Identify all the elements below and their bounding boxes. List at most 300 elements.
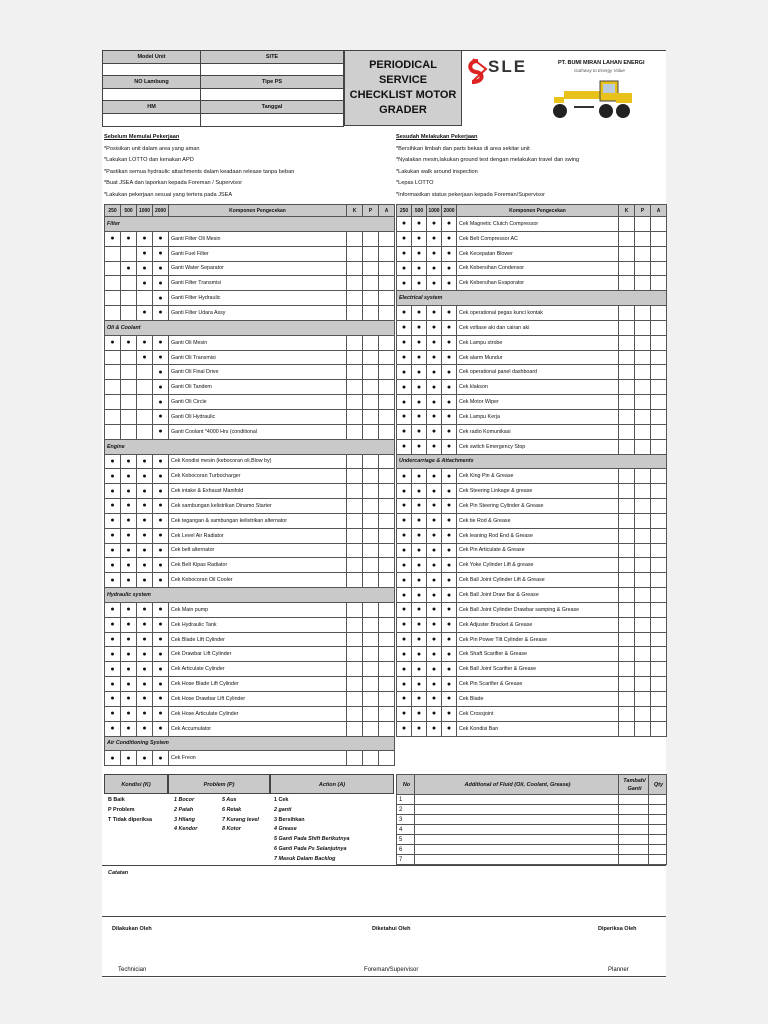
problem-cell[interactable] [635, 528, 651, 543]
kondisi-cell[interactable] [619, 380, 635, 395]
problem-cell[interactable] [363, 617, 379, 632]
action-cell[interactable] [379, 424, 395, 439]
kondisi-cell[interactable] [347, 365, 363, 380]
fluid-qty-cell[interactable] [649, 855, 667, 865]
kondisi-cell[interactable] [619, 335, 635, 350]
interval-mark: ● [397, 588, 412, 603]
problem-cell[interactable] [635, 602, 651, 617]
checklist-row [397, 409, 667, 424]
problem-cell[interactable] [635, 424, 651, 439]
problem-cell[interactable] [635, 543, 651, 558]
checklist-row [397, 439, 667, 454]
kondisi-cell[interactable] [347, 306, 363, 321]
problem-cell[interactable] [363, 335, 379, 350]
action-cell[interactable] [379, 469, 395, 484]
kondisi-cell[interactable] [347, 469, 363, 484]
kondisi-cell[interactable] [619, 588, 635, 603]
problem-cell[interactable] [363, 261, 379, 276]
kondisi-cell[interactable] [347, 751, 363, 766]
problem-cell[interactable] [363, 350, 379, 365]
kondisi-cell[interactable] [619, 602, 635, 617]
action-cell[interactable] [379, 751, 395, 766]
action-cell[interactable] [379, 306, 395, 321]
checklist-row [105, 558, 395, 573]
kondisi-cell[interactable] [347, 409, 363, 424]
component-label: Cek Lampu Kerja [457, 409, 619, 424]
action-cell[interactable] [651, 335, 667, 350]
hm-value[interactable] [103, 113, 201, 126]
action-cell[interactable] [379, 335, 395, 350]
kondisi-cell[interactable] [619, 306, 635, 321]
problem-cell[interactable] [635, 662, 651, 677]
component-label: Cek Kondisi Ban [457, 721, 619, 736]
action-cell[interactable] [651, 602, 667, 617]
interval-mark: ● [121, 647, 137, 662]
problem-cell[interactable] [635, 721, 651, 736]
problem-cell[interactable] [635, 706, 651, 721]
fluid-tambah-cell[interactable] [619, 845, 649, 855]
fluid-name-cell[interactable] [415, 855, 619, 865]
problem-cell[interactable] [635, 499, 651, 514]
interval-mark: ● [105, 692, 121, 707]
problem-cell[interactable] [363, 632, 379, 647]
kondisi-cell[interactable] [619, 573, 635, 588]
problem-cell[interactable] [363, 662, 379, 677]
notes-area[interactable] [102, 865, 666, 917]
kondisi-cell[interactable] [347, 528, 363, 543]
kondisi-cell[interactable] [347, 558, 363, 573]
problem-cell[interactable] [635, 617, 651, 632]
fluid-name-cell[interactable] [415, 805, 619, 815]
fluid-qty-cell[interactable] [649, 815, 667, 825]
kondisi-cell[interactable] [347, 395, 363, 410]
interval-mark: ● [153, 424, 169, 439]
action-cell[interactable] [379, 409, 395, 424]
problem-cell[interactable] [363, 454, 379, 469]
fluid-row-number: 4 [397, 825, 415, 835]
fluid-name-cell[interactable] [415, 825, 619, 835]
kondisi-cell[interactable] [347, 513, 363, 528]
problem-cell[interactable] [363, 291, 379, 306]
kondisi-cell[interactable] [619, 484, 635, 499]
kondisi-cell[interactable] [619, 424, 635, 439]
interval-mark: ● [121, 677, 137, 692]
action-cell[interactable] [379, 484, 395, 499]
no-lambung-value[interactable] [103, 88, 201, 101]
problem-cell[interactable] [363, 528, 379, 543]
problem-cell[interactable] [363, 721, 379, 736]
problem-cell[interactable] [635, 217, 651, 232]
kondisi-cell[interactable] [619, 543, 635, 558]
kondisi-cell[interactable] [619, 662, 635, 677]
interval-mark: ● [105, 513, 121, 528]
fluid-name-cell[interactable] [415, 795, 619, 805]
fluid-tambah-cell[interactable] [619, 805, 649, 815]
action-cell[interactable] [651, 306, 667, 321]
kondisi-cell[interactable] [619, 217, 635, 232]
kondisi-cell[interactable] [619, 365, 635, 380]
problem-cell[interactable] [635, 588, 651, 603]
problem-cell[interactable] [635, 276, 651, 291]
action-cell[interactable] [651, 721, 667, 736]
kondisi-cell[interactable] [347, 350, 363, 365]
fluid-row [397, 835, 667, 845]
action-cell[interactable] [379, 246, 395, 261]
problem-cell[interactable] [635, 335, 651, 350]
kondisi-cell[interactable] [619, 692, 635, 707]
problem-cell[interactable] [635, 439, 651, 454]
interval-mark: ● [442, 617, 457, 632]
kondisi-cell[interactable] [619, 395, 635, 410]
kondisi-cell[interactable] [347, 647, 363, 662]
component-label: Cek Kondisi mesin (kebocoran oli,Blow by) [169, 454, 347, 469]
action-cell[interactable] [379, 513, 395, 528]
interval-mark [121, 409, 137, 424]
action-cell[interactable] [379, 395, 395, 410]
interval-mark: ● [427, 662, 442, 677]
action-cell[interactable] [651, 513, 667, 528]
checklist-row [105, 380, 395, 395]
kondisi-cell[interactable] [347, 721, 363, 736]
action-cell[interactable] [379, 365, 395, 380]
kondisi-cell[interactable] [347, 662, 363, 677]
action-cell[interactable] [651, 528, 667, 543]
problem-cell[interactable] [635, 380, 651, 395]
kondisi-cell[interactable] [347, 424, 363, 439]
action-cell[interactable] [651, 320, 667, 335]
problem-cell[interactable] [363, 231, 379, 246]
problem-cell[interactable] [635, 513, 651, 528]
checklist-row [105, 602, 395, 617]
fluid-qty-cell[interactable] [649, 805, 667, 815]
problem-item: 7 Kurang level [222, 816, 259, 823]
problem-cell[interactable] [363, 706, 379, 721]
fluid-name-cell[interactable] [415, 835, 619, 845]
kondisi-cell[interactable] [619, 469, 635, 484]
problem-cell[interactable] [635, 484, 651, 499]
action-cell[interactable] [651, 409, 667, 424]
kondisi-cell[interactable] [619, 409, 635, 424]
interval-mark: ● [412, 439, 427, 454]
action-cell[interactable] [651, 395, 667, 410]
action-cell[interactable] [379, 350, 395, 365]
kondisi-cell[interactable] [347, 454, 363, 469]
action-cell[interactable] [651, 217, 667, 232]
problem-cell[interactable] [363, 246, 379, 261]
interval-mark: ● [153, 306, 169, 321]
interval-mark [137, 291, 153, 306]
interval-mark: ● [153, 409, 169, 424]
action-cell[interactable] [651, 246, 667, 261]
interval-mark: ● [412, 528, 427, 543]
kondisi-cell[interactable] [619, 350, 635, 365]
kondisi-cell[interactable] [347, 499, 363, 514]
interval-mark [137, 365, 153, 380]
component-label: Cek leaning Rod End & Grease [457, 528, 619, 543]
interval-mark: ● [442, 632, 457, 647]
problem-cell[interactable] [635, 692, 651, 707]
fluid-tambah-cell[interactable] [619, 795, 649, 805]
problem-cell[interactable] [363, 395, 379, 410]
kondisi-cell[interactable] [347, 573, 363, 588]
action-cell[interactable] [379, 602, 395, 617]
action-cell[interactable] [651, 276, 667, 291]
interval-mark: ● [412, 380, 427, 395]
fluid-tambah-cell[interactable] [619, 855, 649, 865]
interval-mark: ● [121, 528, 137, 543]
action-cell[interactable] [651, 439, 667, 454]
tipe-ps-value[interactable] [201, 88, 344, 101]
action-cell[interactable] [379, 499, 395, 514]
action-cell[interactable] [379, 380, 395, 395]
action-cell[interactable] [379, 692, 395, 707]
problem-cell[interactable] [363, 499, 379, 514]
interval-mark: ● [427, 424, 442, 439]
interval-mark: ● [442, 692, 457, 707]
fluid-row-number: 1 [397, 795, 415, 805]
fluid-qty-cell[interactable] [649, 825, 667, 835]
interval-mark: ● [137, 543, 153, 558]
fluid-name-cell[interactable] [415, 815, 619, 825]
problem-cell[interactable] [635, 677, 651, 692]
fluid-tambah-cell[interactable] [619, 835, 649, 845]
column-header: A [379, 205, 395, 217]
kondisi-cell[interactable] [347, 677, 363, 692]
action-cell[interactable] [651, 499, 667, 514]
interval-mark: ● [427, 721, 442, 736]
problem-cell[interactable] [635, 246, 651, 261]
fluid-qty-cell[interactable] [649, 835, 667, 845]
kondisi-cell[interactable] [347, 246, 363, 261]
interval-mark: ● [137, 677, 153, 692]
component-label: Cek switch Emergency Stop [457, 439, 619, 454]
action-item: 1 Cek [274, 797, 289, 803]
action-cell[interactable] [379, 454, 395, 469]
interval-mark: ● [105, 454, 121, 469]
action-cell[interactable] [651, 573, 667, 588]
kondisi-cell[interactable] [347, 602, 363, 617]
action-cell[interactable] [379, 662, 395, 677]
action-cell[interactable] [379, 573, 395, 588]
kondisi-cell[interactable] [347, 231, 363, 246]
kondisi-cell[interactable] [619, 261, 635, 276]
component-label: Cek Shaft Scarifier & Grease [457, 647, 619, 662]
problem-cell[interactable] [363, 469, 379, 484]
action-cell[interactable] [651, 706, 667, 721]
problem-cell[interactable] [363, 276, 379, 291]
kondisi-cell[interactable] [619, 558, 635, 573]
kondisi-cell[interactable] [347, 706, 363, 721]
action-cell[interactable] [651, 692, 667, 707]
kondisi-cell[interactable] [619, 632, 635, 647]
kondisi-cell[interactable] [347, 692, 363, 707]
action-cell[interactable] [379, 291, 395, 306]
action-cell[interactable] [379, 647, 395, 662]
problem-cell[interactable] [635, 558, 651, 573]
problem-cell[interactable] [363, 558, 379, 573]
model-unit-value[interactable] [103, 63, 201, 76]
tanggal-value[interactable] [201, 113, 344, 126]
column-header: 250 [397, 205, 412, 217]
after-line: *Lakukan walk around inspection [396, 168, 478, 175]
interval-mark: ● [397, 647, 412, 662]
problem-cell[interactable] [363, 543, 379, 558]
kondisi-cell[interactable] [619, 721, 635, 736]
company-logo-area [462, 50, 666, 126]
action-cell[interactable] [651, 662, 667, 677]
interval-mark: ● [397, 692, 412, 707]
interval-mark: ● [105, 721, 121, 736]
action-cell[interactable] [379, 558, 395, 573]
fluid-title-header: Additional of Fluid (Oil, Coolant, Grease) [415, 775, 619, 795]
kondisi-cell[interactable] [619, 499, 635, 514]
fluid-tambah-cell[interactable] [619, 825, 649, 835]
action-cell[interactable] [651, 588, 667, 603]
kondisi-cell[interactable] [347, 335, 363, 350]
problem-cell[interactable] [635, 395, 651, 410]
interval-mark: ● [153, 543, 169, 558]
interval-mark: ● [397, 276, 412, 291]
action-cell[interactable] [651, 231, 667, 246]
interval-mark: ● [137, 335, 153, 350]
kondisi-cell[interactable] [347, 261, 363, 276]
problem-cell[interactable] [635, 261, 651, 276]
interval-mark [105, 291, 121, 306]
fluid-name-cell[interactable] [415, 845, 619, 855]
action-cell[interactable] [379, 721, 395, 736]
action-cell[interactable] [379, 231, 395, 246]
site-value[interactable] [201, 63, 344, 76]
problem-cell[interactable] [363, 424, 379, 439]
interval-mark: ● [412, 365, 427, 380]
interval-mark: ● [397, 469, 412, 484]
problem-cell[interactable] [363, 647, 379, 662]
kondisi-cell[interactable] [619, 246, 635, 261]
interval-mark: ● [137, 751, 153, 766]
interval-mark: ● [427, 350, 442, 365]
interval-mark: ● [397, 677, 412, 692]
action-cell[interactable] [379, 706, 395, 721]
technician-label: Technician [118, 967, 147, 973]
kondisi-cell[interactable] [619, 647, 635, 662]
action-cell[interactable] [651, 261, 667, 276]
action-cell[interactable] [379, 617, 395, 632]
action-cell[interactable] [651, 543, 667, 558]
action-cell[interactable] [379, 677, 395, 692]
problem-cell[interactable] [363, 306, 379, 321]
action-cell[interactable] [379, 528, 395, 543]
problem-cell[interactable] [363, 380, 379, 395]
action-cell[interactable] [379, 261, 395, 276]
action-cell[interactable] [379, 543, 395, 558]
no-lambung-label: NO Lambung [103, 76, 201, 89]
fluid-qty-cell[interactable] [649, 795, 667, 805]
interval-mark: ● [153, 573, 169, 588]
kondisi-cell[interactable] [619, 276, 635, 291]
action-cell[interactable] [651, 647, 667, 662]
kondisi-cell[interactable] [347, 543, 363, 558]
action-cell[interactable] [651, 617, 667, 632]
problem-cell[interactable] [635, 409, 651, 424]
kondisi-cell[interactable] [347, 276, 363, 291]
interval-mark: ● [153, 706, 169, 721]
interval-mark: ● [153, 602, 169, 617]
fluid-qty-cell[interactable] [649, 845, 667, 855]
problem-cell[interactable] [635, 231, 651, 246]
problem-cell[interactable] [363, 751, 379, 766]
problem-cell[interactable] [363, 677, 379, 692]
fluid-row-number: 3 [397, 815, 415, 825]
action-cell[interactable] [379, 632, 395, 647]
action-cell[interactable] [651, 677, 667, 692]
action-cell[interactable] [651, 558, 667, 573]
interval-mark: ● [121, 632, 137, 647]
problem-cell[interactable] [363, 573, 379, 588]
kondisi-cell[interactable] [619, 706, 635, 721]
interval-mark: ● [412, 677, 427, 692]
problem-cell[interactable] [635, 573, 651, 588]
problem-cell[interactable] [635, 320, 651, 335]
kondisi-cell[interactable] [347, 617, 363, 632]
motor-grader-icon [550, 77, 634, 121]
problem-cell[interactable] [635, 365, 651, 380]
interval-mark: ● [121, 543, 137, 558]
kondisi-cell[interactable] [619, 617, 635, 632]
action-cell[interactable] [379, 276, 395, 291]
kondisi-cell[interactable] [347, 632, 363, 647]
action-cell[interactable] [651, 350, 667, 365]
interval-mark: ● [412, 276, 427, 291]
problem-cell[interactable] [635, 469, 651, 484]
kondisi-cell[interactable] [619, 439, 635, 454]
action-cell[interactable] [651, 632, 667, 647]
problem-cell[interactable] [363, 692, 379, 707]
action-cell[interactable] [651, 484, 667, 499]
fluid-tambah-cell[interactable] [619, 815, 649, 825]
action-cell[interactable] [651, 424, 667, 439]
kondisi-cell[interactable] [347, 291, 363, 306]
problem-cell[interactable] [635, 350, 651, 365]
kondisi-cell[interactable] [619, 320, 635, 335]
problem-cell[interactable] [363, 409, 379, 424]
checklist-row [397, 424, 667, 439]
checklist-row [397, 246, 667, 261]
interval-mark: ● [412, 409, 427, 424]
interval-mark: ● [412, 692, 427, 707]
kondisi-cell[interactable] [619, 513, 635, 528]
problem-cell[interactable] [635, 306, 651, 321]
kondisi-cell[interactable] [619, 231, 635, 246]
kondisi-cell[interactable] [619, 677, 635, 692]
kondisi-cell[interactable] [347, 484, 363, 499]
problem-cell[interactable] [363, 602, 379, 617]
component-label: Ganti Oli Tandem [169, 380, 347, 395]
action-cell[interactable] [651, 365, 667, 380]
kondisi-cell[interactable] [347, 380, 363, 395]
component-label: Ganti Filter Transmisi [169, 276, 347, 291]
problem-cell[interactable] [363, 484, 379, 499]
component-label: Ganti Water Separator [169, 261, 347, 276]
problem-cell[interactable] [635, 632, 651, 647]
interval-mark: ● [397, 602, 412, 617]
problem-cell[interactable] [363, 365, 379, 380]
problem-cell[interactable] [635, 647, 651, 662]
problem-cell[interactable] [363, 513, 379, 528]
component-label: Cek Accumulator [169, 721, 347, 736]
kondisi-cell[interactable] [619, 528, 635, 543]
action-cell[interactable] [651, 380, 667, 395]
action-cell[interactable] [651, 469, 667, 484]
